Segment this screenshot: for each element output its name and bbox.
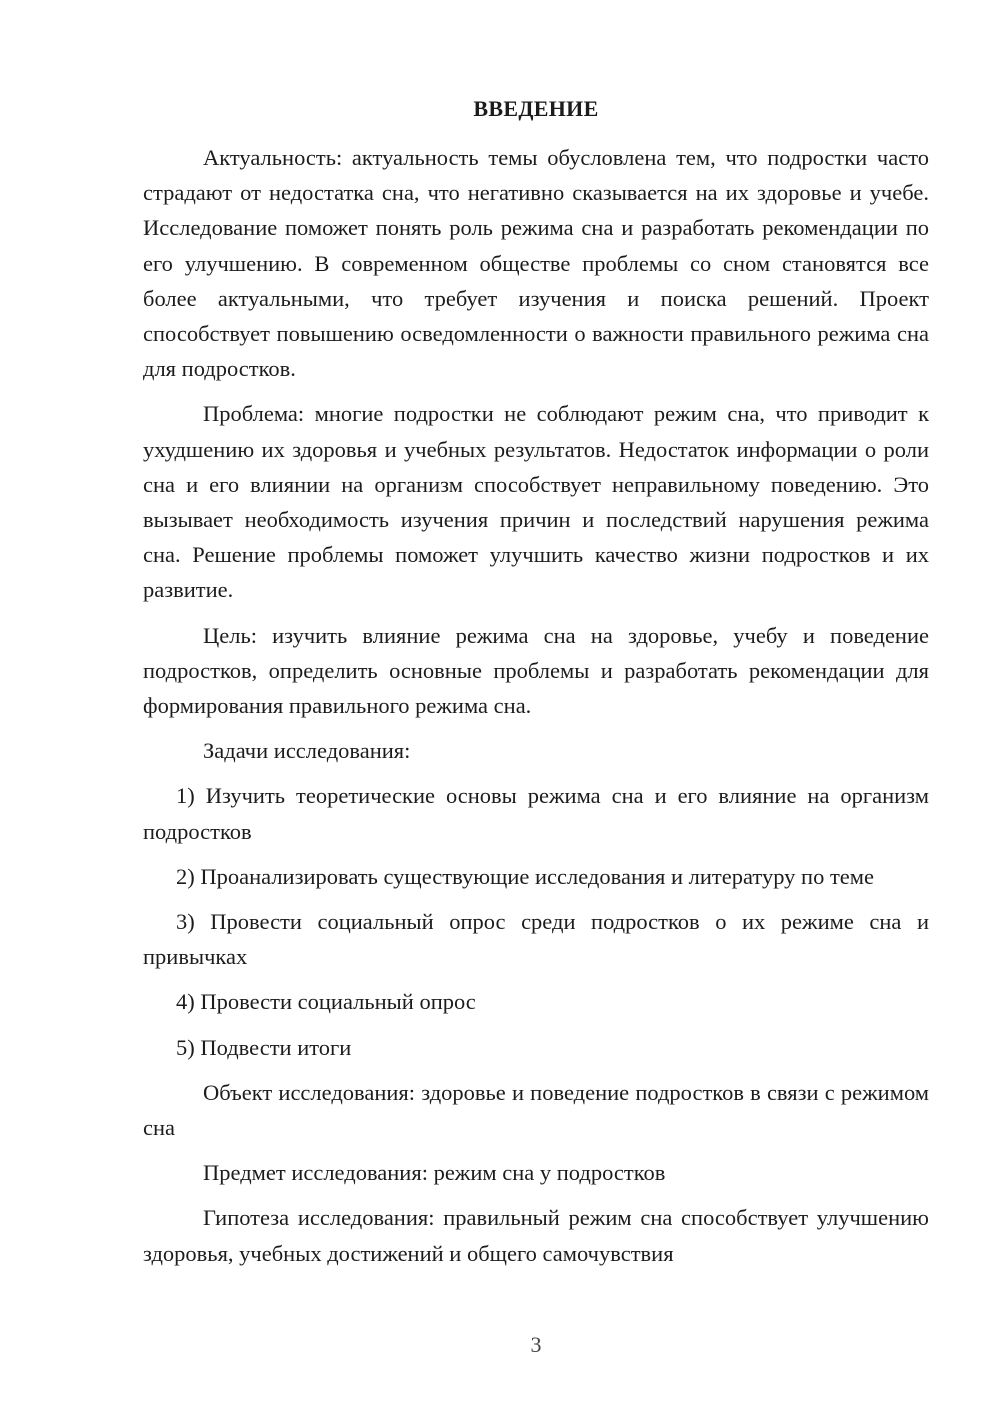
goal-paragraph: Цель: изучить влияние режима сна на здоровье, учебу и поведение подростков, определить основные проблемы и разработать рекомендации для формирования правильного режима сна.	[143, 622, 929, 719]
body-text	[143, 140, 929, 1271]
task-item-4: 4) Провести социальный опрос	[176, 989, 476, 1015]
hypothesis-paragraph: Гипотеза исследования: правильный режим сна способствует улучшению здоровья, учебных достижений и общего самочувствия	[143, 1205, 929, 1266]
object-paragraph: Объект исследования: здоровье и поведение подростков в связи с режимом сна	[143, 1079, 929, 1141]
tasks-title: Задачи исследования:	[203, 738, 411, 764]
task-item-3: 3) Провести социальный опрос среди подростков о их режиме сна и привычках	[143, 909, 929, 970]
subject-paragraph: Предмет исследования: режим сна у подростков	[203, 1160, 666, 1186]
page-number: 3	[530, 1332, 542, 1357]
task-item-2: 2) Проанализировать существующие исследования и литературу по теме	[176, 863, 874, 889]
relevance-paragraph: Актуальность: актуальность темы обусловлена тем, что подростки часто страдают от недостатка сна, что негативно сказывается на их здоровье и учебе. Исследование поможет понять роль режима сна и разработать рекомендации по его улучшению. В современном обществе проблемы со сном становятся все более актуальными, что требует изучения и поиска решений. Проект способствует повышению осведомленности о важности правильного режима сна для подростков.	[143, 145, 929, 382]
problem-paragraph: Проблема: многие подростки не соблюдают режим сна, что приводит к ухудшению их здоровья и учебных результатов. Недостаток информации о роли сна и его влиянии на организм способствует неправильному поведению. Это вызывает необходимость изучения причин и последствий нарушения режима сна. Решение проблемы поможет улучшить качество жизни подростков и их развитие.	[143, 401, 929, 603]
task-item-1: 1) Изучить теоретические основы режима сна и его влияние на организм подростков	[143, 783, 929, 844]
task-item-5: 5) Подвести итоги	[176, 1034, 352, 1060]
section-heading: ВВЕДЕНИЕ	[473, 96, 599, 121]
